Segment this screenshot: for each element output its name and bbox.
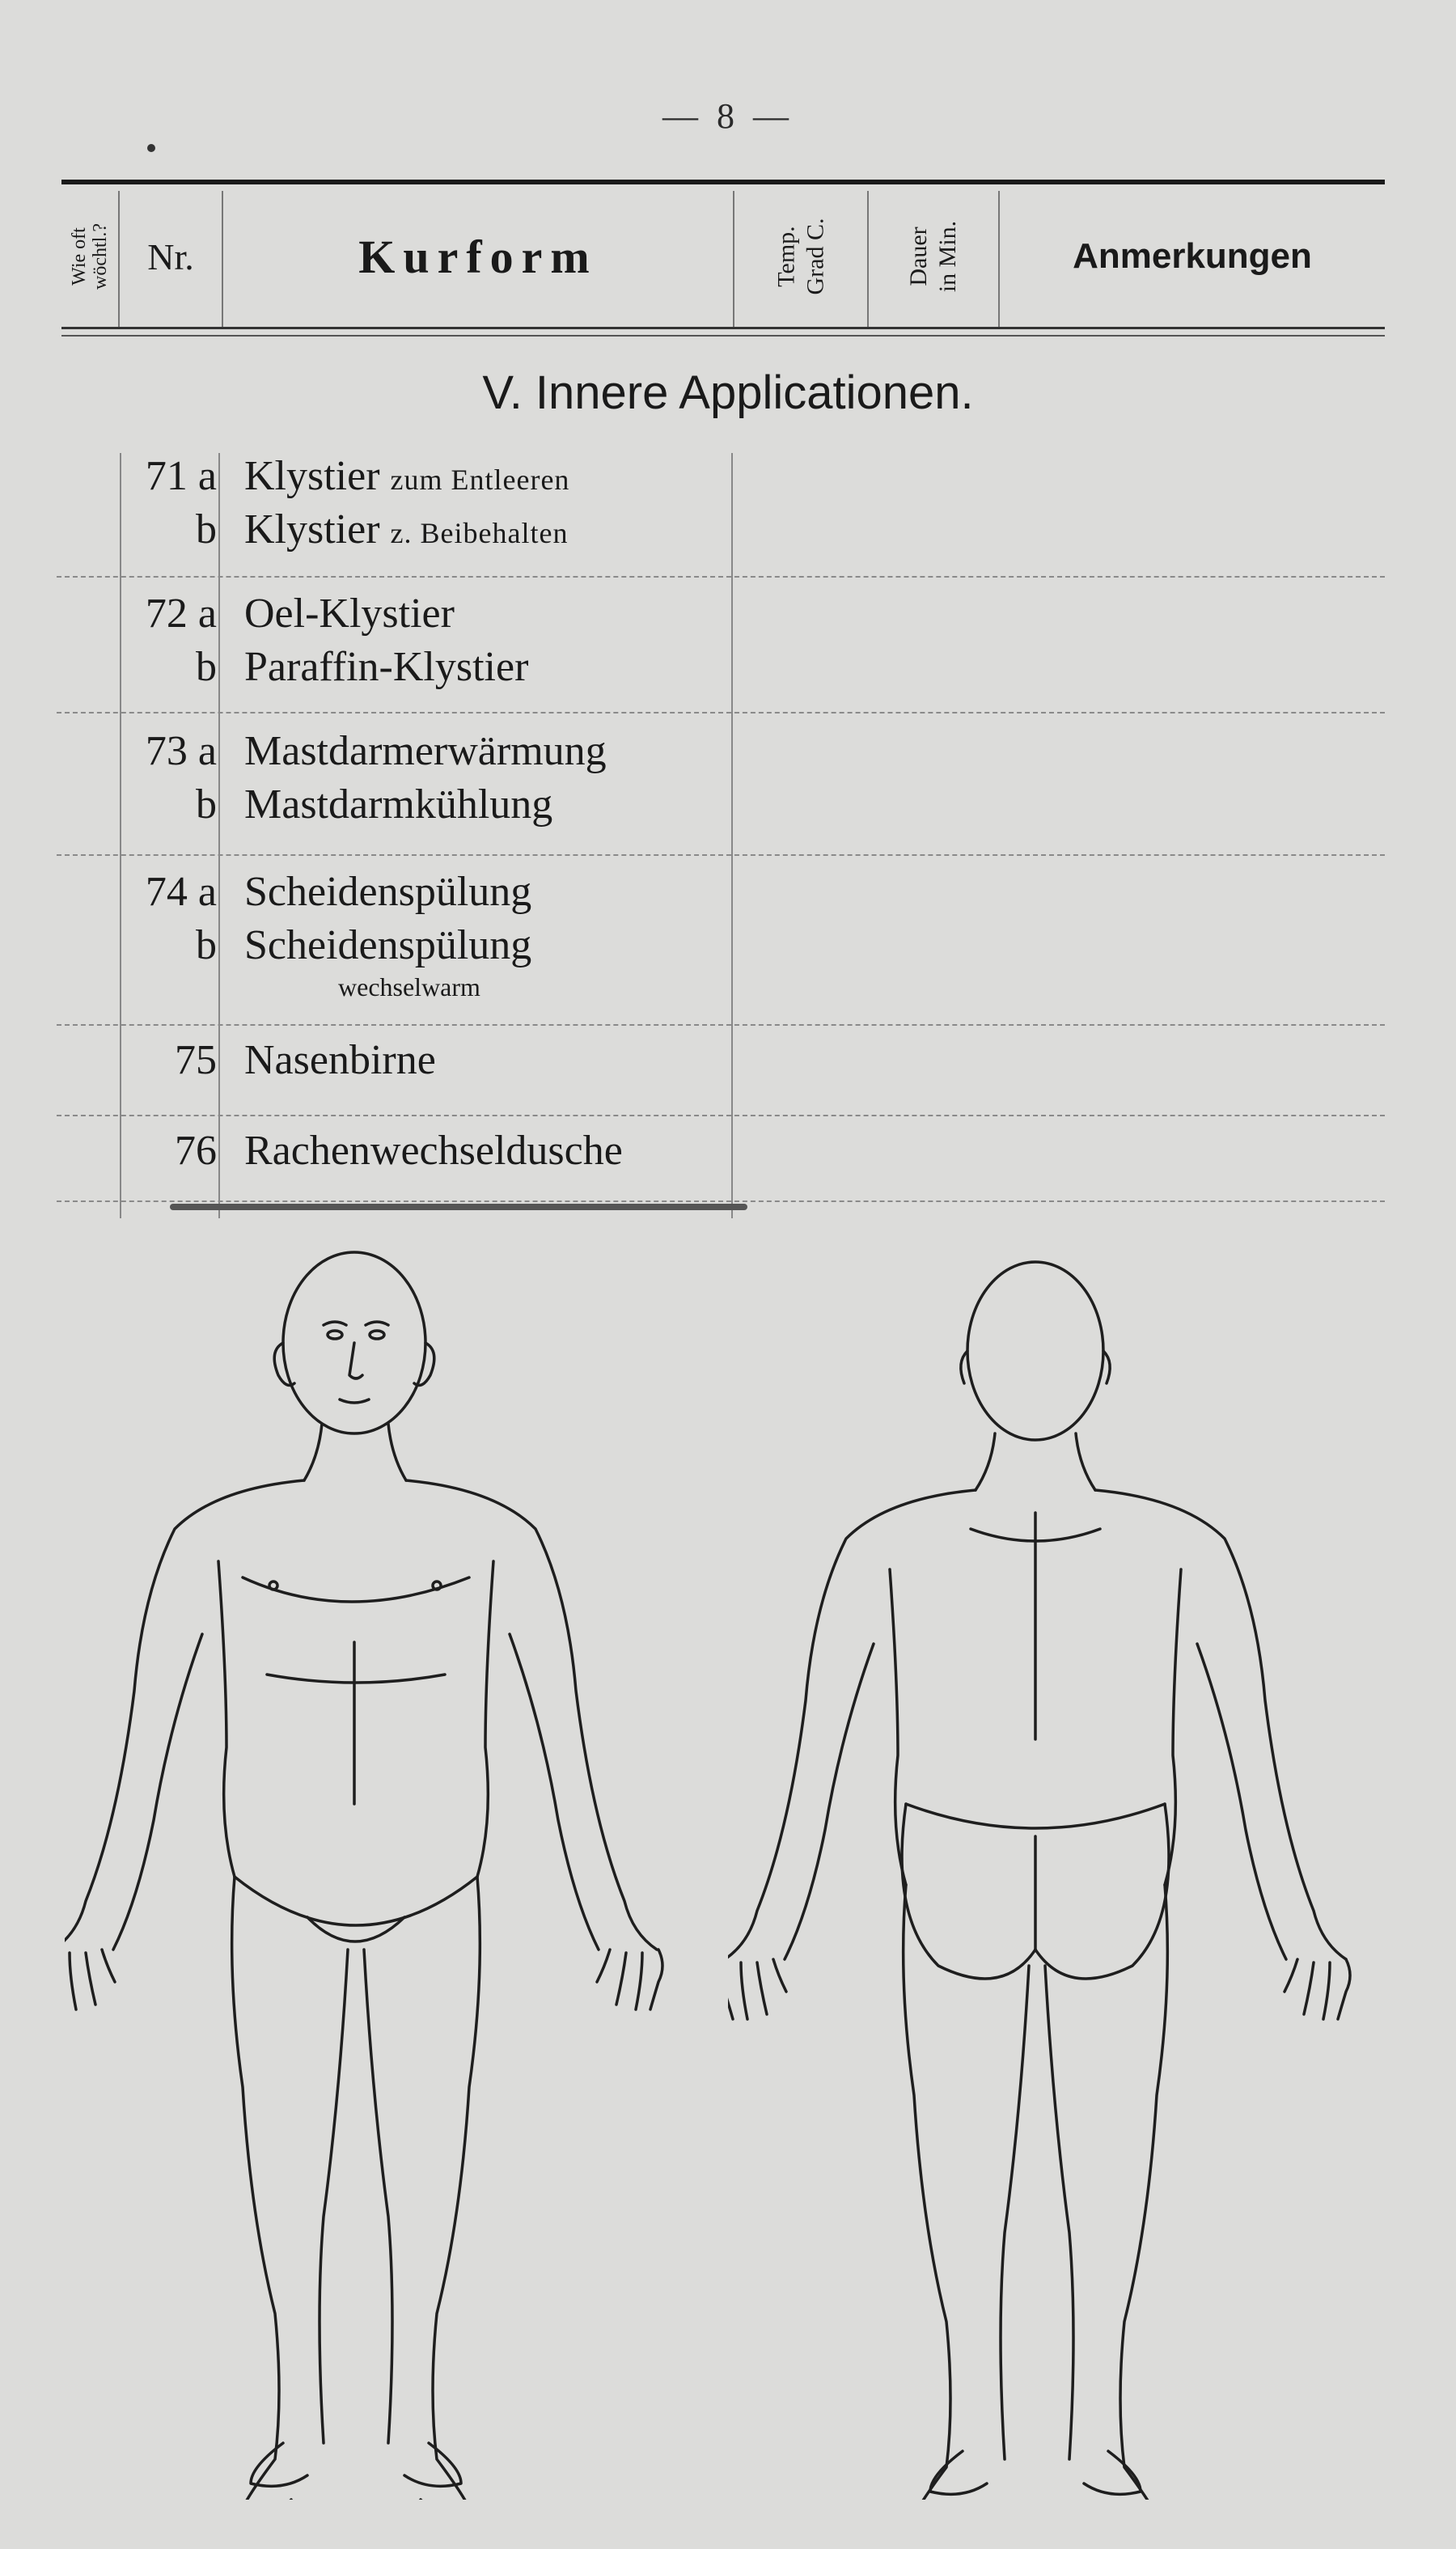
- section-title: V. Innere Applicationen.: [482, 366, 974, 419]
- column-divider: [218, 453, 220, 1218]
- row-separator: [57, 1024, 1385, 1026]
- header-divider: [867, 191, 869, 328]
- col-header-number: Nr.: [147, 235, 194, 277]
- header-divider: [118, 191, 120, 328]
- treatment-name: Rachenwechseldusche: [244, 1128, 623, 1174]
- col-header-frequency: Wie oft wöchtl.?: [69, 223, 112, 290]
- treatment-note: zum Entleeren: [390, 464, 570, 496]
- ink-dot: [147, 144, 155, 152]
- row-number: b: [196, 781, 217, 828]
- row-number: b: [196, 506, 217, 553]
- row-separator: [57, 712, 1385, 713]
- treatment-name: Mastdarmerwärmung: [244, 728, 607, 774]
- column-divider: [731, 453, 733, 1218]
- row-number: b: [196, 922, 217, 968]
- row-separator: [57, 854, 1385, 856]
- header-divider: [998, 191, 1000, 328]
- row-number: 72 a: [145, 591, 217, 637]
- treatment-name: Paraffin-Klystier: [244, 644, 529, 690]
- row-separator: [57, 576, 1385, 578]
- header-divider: [733, 191, 734, 328]
- col-header-treatment: Kurform: [358, 230, 598, 283]
- treatment-name: Scheidenspülung: [244, 869, 532, 915]
- treatment-name: Scheidenspülung: [244, 922, 532, 968]
- row-number: 76: [175, 1128, 217, 1174]
- treatment-name: Klystier: [244, 453, 380, 499]
- header-divider: [222, 191, 223, 328]
- back-body-illustration: [728, 1222, 1359, 2500]
- col-header-duration: Dauer in Min.: [904, 220, 961, 293]
- page-number: — 8 —: [662, 96, 794, 136]
- treatment-name: Mastdarmkühlung: [244, 781, 553, 828]
- front-body-illustration: [65, 1222, 679, 2500]
- treatment-name: Oel-Klystier: [244, 591, 455, 637]
- row-number: 71 a: [145, 453, 217, 499]
- row-number: b: [196, 644, 217, 690]
- col-header-temperature: Temp. Grad C.: [772, 218, 828, 295]
- header-bottom-rule: [61, 327, 1385, 329]
- treatment-name: Klystier: [244, 506, 380, 553]
- table-end-underline: [170, 1204, 747, 1210]
- row-separator: [57, 1200, 1385, 1202]
- col-header-remarks: Anmerkungen: [1073, 236, 1312, 276]
- treatment-subnote: wechselwarm: [338, 972, 480, 1001]
- row-number: 75: [175, 1037, 217, 1083]
- header-bottom-rule-2: [61, 335, 1385, 337]
- treatment-note: z. Beibehalten: [390, 517, 569, 549]
- row-separator: [57, 1115, 1385, 1116]
- row-number: 74 a: [145, 869, 217, 915]
- row-number: 73 a: [145, 728, 217, 774]
- column-divider: [120, 453, 121, 1218]
- treatment-name: Nasenbirne: [244, 1037, 436, 1083]
- header-top-rule: [61, 180, 1385, 184]
